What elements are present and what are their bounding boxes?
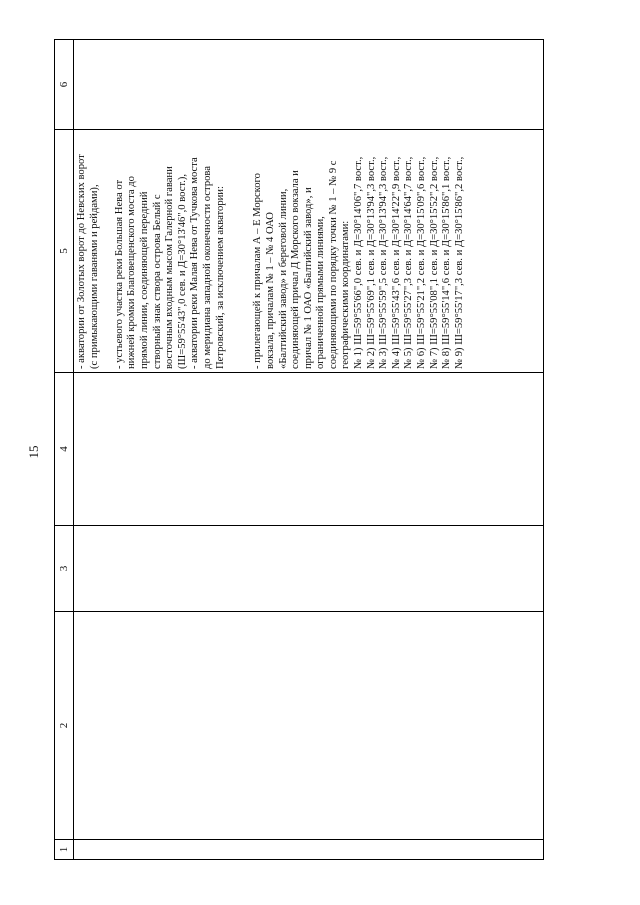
cell-col-5 — [74, 130, 544, 373]
text-line: (Ш=59°55'43",0 сев. и Д=30°13'46",0 вост.), — [176, 173, 188, 369]
blank-line — [227, 132, 240, 369]
column-header-2: 2 — [55, 612, 74, 840]
text-line: (с примыкающими гаванями и рейдами), — [88, 184, 100, 369]
text-line: № 1) Ш=59°55'66",0 сев. и Д=30°14'06",7 вост., — [353, 156, 365, 369]
text-line: № 8) Ш=59°55'14",6 сев. и Д=30°15'86",1 вост., — [441, 156, 453, 369]
text-line: географическими координатами: — [340, 220, 352, 369]
column-header-3: 3 — [55, 526, 74, 612]
table-row — [74, 40, 544, 860]
text-line: соединяющей причал Д Морского вокзала и — [290, 170, 302, 369]
text-line: № 7) Ш=59°55'08",1 сев. и Д=30°15'52",2 вост., — [428, 156, 440, 369]
text-line: - устьевого участка реки Большая Нева от — [113, 179, 125, 369]
cell-col-3 — [74, 526, 544, 612]
text-line: - акватории от Золотых ворот до Невских ворот — [76, 154, 87, 369]
text-line: № 9) Ш=59°55'17",3 сев. и Д=30°15'86",2 вост., — [453, 156, 465, 369]
text-line: до меридиана западной оконечности острова — [201, 166, 213, 369]
rotated-page — [54, 40, 544, 860]
cell-col-6 — [74, 40, 544, 130]
text-line: - прилегающей к причалам А – Е Морского — [252, 173, 264, 369]
column-header-4: 4 — [55, 373, 74, 526]
blank-line — [240, 132, 253, 369]
text-line: № 5) Ш=59°55'27",3 сев. и Д=30°14'64",7 вост., — [403, 156, 415, 369]
text-line: № 3) Ш=59°55'59",5 сев. и Д=30°13'94",3 вост., — [378, 156, 390, 369]
text-line: - акватории реки Малая Нева от Тучкова моста — [189, 157, 201, 369]
water-area-description — [74, 130, 466, 372]
blank-line — [101, 132, 114, 369]
page-number: 15 — [26, 445, 41, 459]
column-header-1: 1 — [55, 840, 74, 860]
document-table — [54, 39, 544, 860]
column-header-5: 5 — [55, 130, 74, 373]
cell-col-2 — [74, 612, 544, 840]
column-header-6: 6 — [55, 40, 74, 130]
text-line: восточным входным мысом Галерной гавани — [164, 166, 176, 369]
text-line: причал № 1 ОАО «Балтийский завод», и — [302, 187, 314, 369]
text-line: № 4) Ш=59°55'43",6 сев. и Д=30°14'22",9 вост., — [390, 156, 402, 369]
cell-col-1 — [74, 840, 544, 860]
text-line: прямой линии, соединяющей передний — [138, 191, 150, 369]
text-line: № 6) Ш=59°55'21",2 сев. и Д=30°15'09",6 вост., — [416, 156, 428, 369]
text-line: № 2) Ш=59°55'69",1 сев. и Д=30°13'94",3 вост., — [365, 156, 377, 369]
text-line: вокзала, причалам № 1 – № 4 ОАО — [264, 212, 276, 369]
text-line: нижней кромки Благовещенского моста до — [126, 176, 138, 369]
text-line: ограниченной прямыми линиями, — [315, 216, 327, 369]
header-row — [55, 40, 74, 860]
text-line: створный знак створа острова Белый с — [151, 194, 163, 369]
text-line: «Балтийский завод» и береговой линии, — [277, 188, 289, 369]
cell-col-4 — [74, 373, 544, 526]
text-line: соединяющими по порядку точки № 1 – № 9 с — [327, 160, 339, 369]
text-line: Петровский, за исключением акватории: — [214, 186, 226, 369]
